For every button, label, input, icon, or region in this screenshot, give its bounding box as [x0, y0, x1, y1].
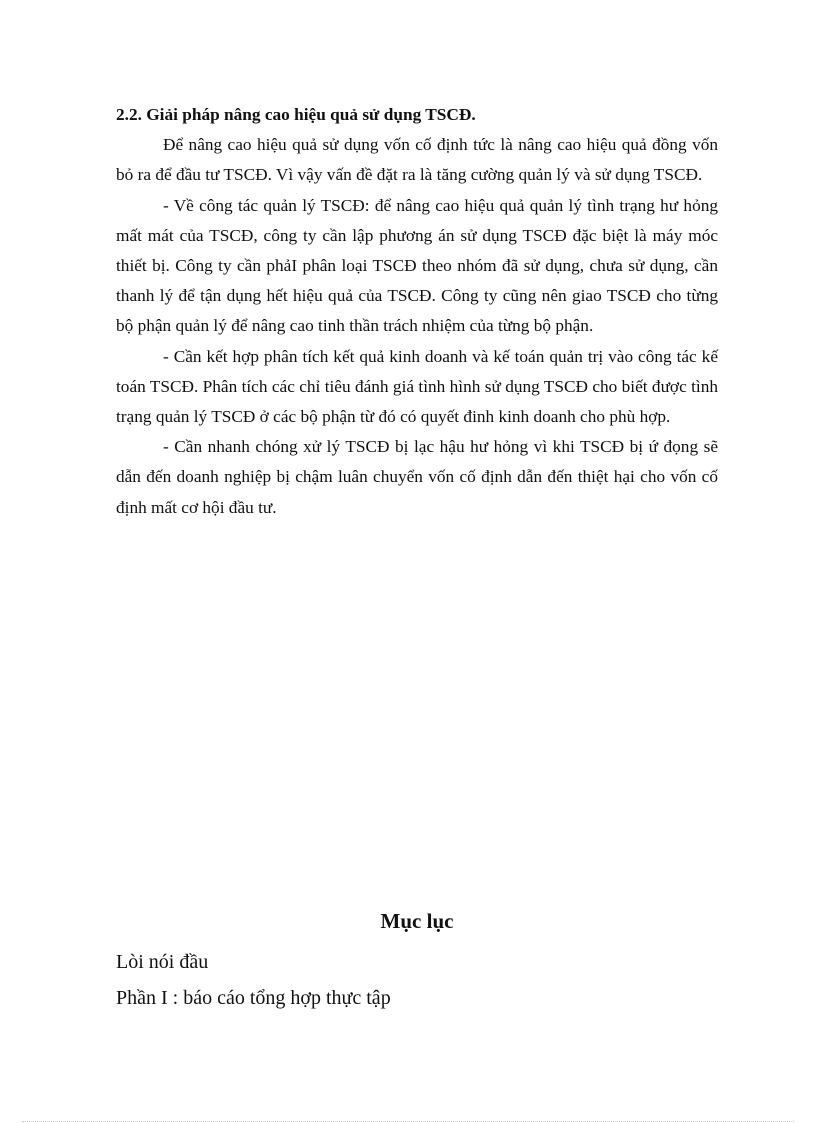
page-bottom-divider — [22, 1121, 794, 1122]
paragraph-disposal: - Cần nhanh chóng xử lý TSCĐ bị lạc hậu hư hỏng vì khi TSCĐ bị ứ đọng sẽ dẫn đến doanh nghiệp bị chậm luân chuyển vốn cố định dẫn đến thiệt hại cho vốn cố định mất cơ hội đầu tư. — [116, 437, 718, 517]
toc-title: Mục lục — [380, 909, 454, 933]
section-heading: 2.2. Giải pháp nâng cao hiệu quả sử dụng TSCĐ. — [116, 105, 476, 124]
section-body — [116, 100, 718, 523]
paragraph-asset-management: - Về công tác quản lý TSCĐ: để nâng cao hiệu quả quản lý tình trạng hư hỏng mất mát của TSCĐ, công ty cần lập phương án sử dụng TSCĐ đặc biệt là máy móc thiết bị. Công ty cần phảI phân loại TSCĐ theo nhóm đã sử dụng, chưa sử dụng, cần thanh lý để tận dụng hết hiệu quả của TSCĐ. Công ty cũng nên giao TSCĐ cho từng bộ phận quản lý để nâng cao tinh thần trách nhiệm của từng bộ phận. — [116, 195, 718, 336]
paragraph-intro: Để nâng cao hiệu quả sử dụng vốn cố định tức là nâng cao hiệu quả đồng vốn bỏ ra để đầu tư TSCĐ. Vì vậy vấn đề đặt ra là tăng cường quản lý và sử dụng TSCĐ. — [116, 135, 718, 185]
paragraph-analysis: - Cần kết hợp phân tích kết quả kinh doanh và kế toán quản trị vào công tác kế toán TSCĐ. Phân tích các chỉ tiêu đánh giá tình hình sử dụng TSCĐ cho biết được tình trạng quản lý TSCĐ ở các bộ phận từ đó có quyết đinh kinh doanh cho phù hợp. — [116, 346, 718, 427]
toc-item-preface: Lòi nói đầu — [116, 951, 209, 973]
table-of-contents — [116, 904, 718, 1016]
toc-item-part-1: Phần I : báo cáo tổng hợp thực tập — [116, 987, 391, 1009]
